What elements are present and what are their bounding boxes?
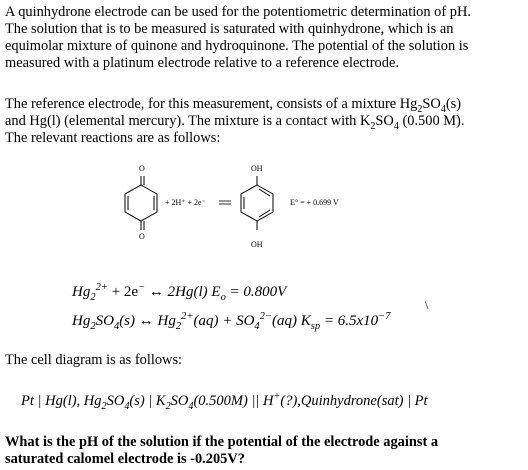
label-oh-top: OH (251, 164, 263, 173)
intro-line: measured with a platinum electrode relative to a reference electrode. (5, 55, 399, 71)
intro-line: A quinhydrone electrode can be used for the potentiometric determination of pH. (5, 4, 471, 20)
reaction-potential: E° = + 0.699 V (290, 198, 339, 207)
intro-line: equimolar mixture of quinone and hydroquinone. The potential of the solution is (5, 38, 469, 54)
reference-line-2: and Hg(l) (elemental mercury). The mixture is a contact with $K_2SO_4$ (0.500 M). (5, 113, 465, 132)
question-line: What is the pH of the solution if the potential of the electrode against a (5, 434, 439, 450)
quinone-reaction-diagram (0, 160, 528, 260)
equation-1: $Hg_2^{2+} + 2e^-$ ↔ 2Hg(l) $E_o = 0.800V$ (72, 282, 287, 303)
quinone-ring (125, 176, 157, 230)
question-line: saturated calomel electrode is -0.205V? (5, 451, 245, 467)
label-o-top: O (139, 164, 145, 173)
slash-mark: \ (425, 298, 429, 312)
hydroquinone-ring (241, 176, 273, 230)
label-oh-bottom: OH (251, 240, 263, 249)
reference-paragraph (5, 96, 525, 147)
reaction-structures (0, 160, 528, 260)
cell-diagram-label: The cell diagram is as follows: (5, 352, 183, 368)
reference-line-1: The reference electrode, for this measurement, consists of a mixture $Hg_2SO_4(s)$ (5, 96, 462, 115)
intro-line: The solution that is to be measured is saturated with quinhydrone, which is an (5, 21, 454, 37)
equation-2: $Hg_2SO_4(s)$ ↔ $Hg_2^{2+}(aq) + SO_4^{2-}(aq) K_{sp} = 6.5x10^{-7}$ (72, 311, 391, 332)
reaction-reagents: + 2H⁺ + 2e⁻ (165, 198, 206, 207)
question-paragraph (5, 434, 525, 468)
equilibrium-arrow-icon (219, 201, 231, 204)
label-o-bottom: O (139, 232, 145, 241)
cell-diagram: Pt | Hg(l), $Hg_2SO_4(s)$ | $K_2SO_4(0.500M)$ || H+(?),Quinhydrone(sat) | Pt (21, 391, 428, 412)
reference-line-3: The relevant reactions are as follows: (5, 130, 221, 146)
intro-paragraph (5, 4, 525, 72)
